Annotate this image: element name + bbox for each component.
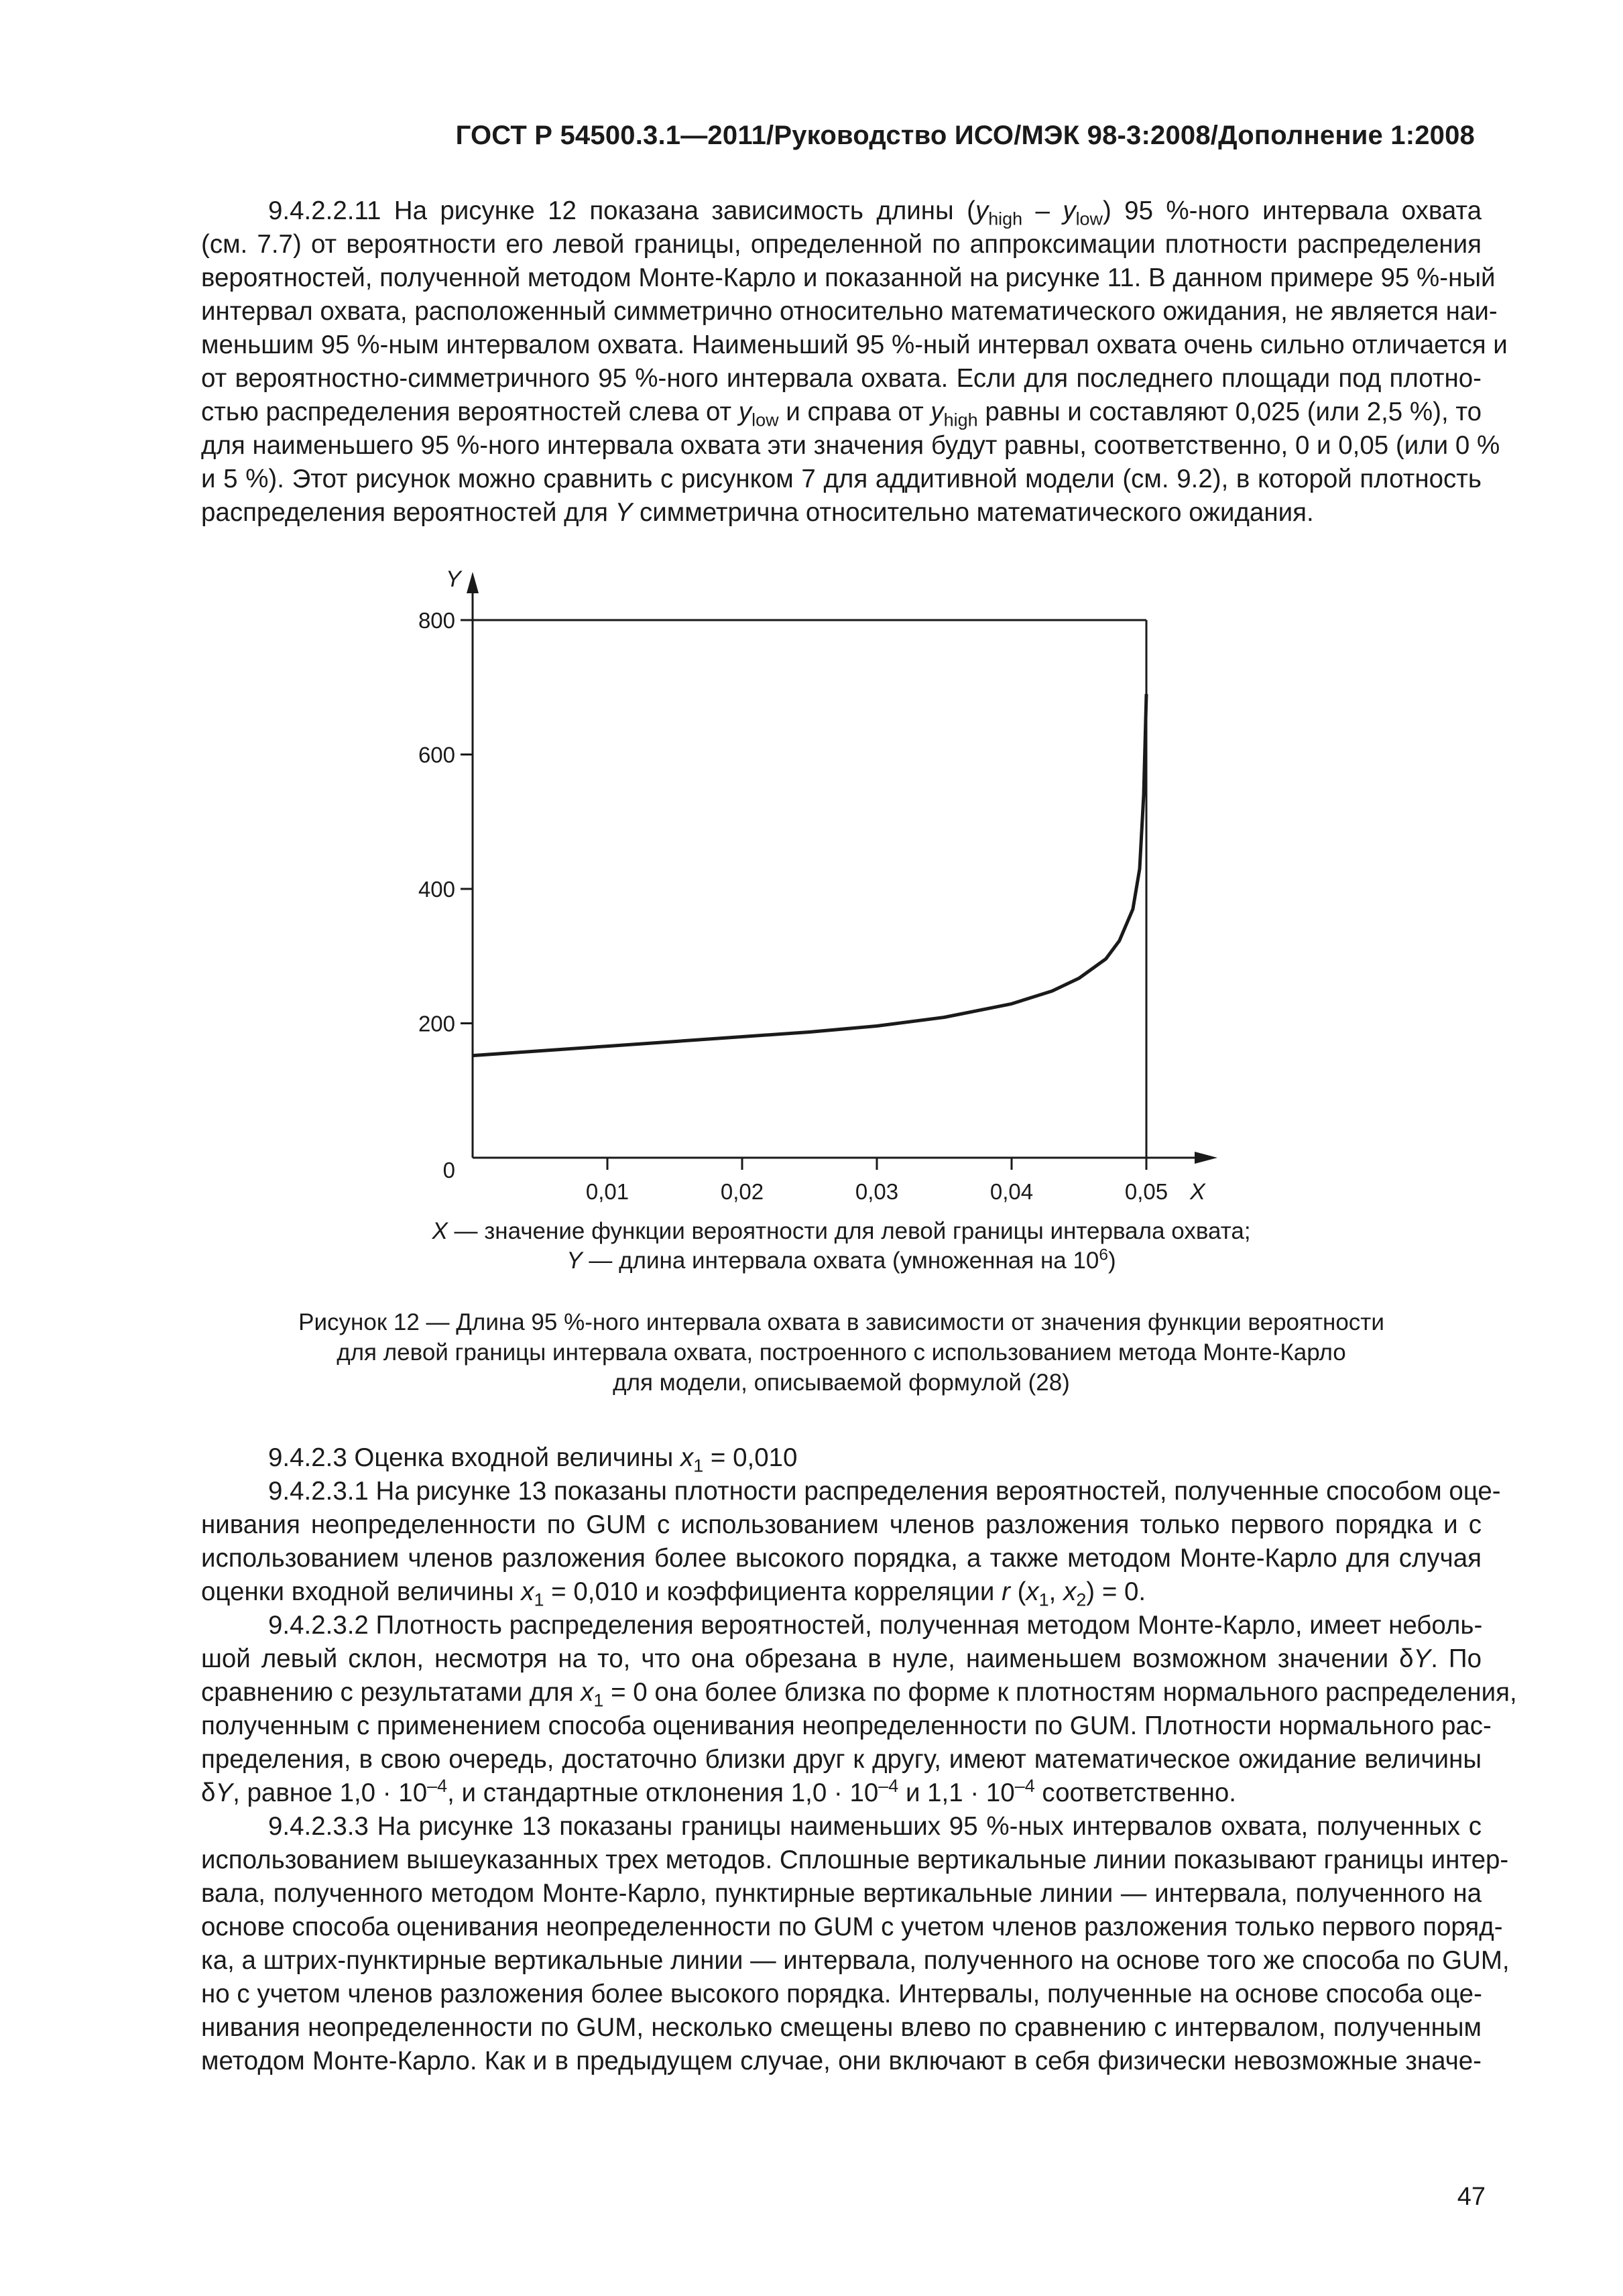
- para3-line: сравнению с результатами для $x_1 = 0$ она более близка по форме к плотностям нормального распределения,: [201, 1678, 1517, 1711]
- para1-line: для наименьшего 95 %-ного интервала охвата эти значения будут равны, соответственно, 0 и 0,05 (или 0 %: [201, 431, 1500, 460]
- para4-line: ка, а штрих-пунктирные вертикальные линии — интервала, полученного на основе того же способа по GUM,: [201, 1946, 1510, 1975]
- paragraph-9-4-2-2-11: [201, 194, 1508, 530]
- x-axis-label: X: [1190, 1179, 1205, 1203]
- para4-line: основе способа оценивания неопределенности по GUM с учетом членов разложения только первого поряд-: [201, 1913, 1503, 1941]
- para2-line: нивания неопределенности по GUM с использованием членов разложения только первого порядка и с: [201, 1510, 1482, 1539]
- para4-line: но с учетом членов разложения более высокого порядка. Интервалы, полученные на основе способа оце-: [201, 1980, 1482, 2008]
- coverage-interval-chart: [375, 566, 1260, 1203]
- para1-line: 9.4.2.2.11 На рисунке 12 показана зависимость длины $(y_{high} - y_{low})$ 95 %-ного интервала охвата: [268, 196, 1482, 229]
- para1-line: распределения вероятностей для Y симметрична относительно математического ожидания.: [201, 498, 1314, 527]
- x-tick-label: 0,01: [585, 1179, 629, 1203]
- y-tick-label: 800: [418, 608, 455, 633]
- y-tick-label: 400: [418, 877, 455, 902]
- para1-line: (см. 7.7) от вероятности его левой границы, определенной по аппроксимации плотности распределения: [201, 230, 1482, 259]
- para3-line: 9.4.2.3.2 Плотность распределения вероятностей, полученная методом Монте-Карло, имеет неболь-: [268, 1611, 1483, 1640]
- legend-y: Y — длина интервала охвата (умноженная на $10^6$): [566, 1246, 1116, 1274]
- para1-line: вероятностей, полученной методом Монте-Карло и показанной на рисунке 11. В данном примере 95 %-ный: [201, 263, 1496, 292]
- para1-line: от вероятностно-симметричного 95 %-ного интервала охвата. Если для последнего площади под плотно-: [201, 364, 1482, 393]
- para3-line: пределения, в свою очередь, достаточно близки друг к другу, имеют математическое ожидание величины: [201, 1745, 1482, 1774]
- coverage-length-curve: [473, 694, 1146, 1055]
- para4-line: использованием вышеуказанных трех методов. Сплошные вертикальные линии показывают границы интер-: [201, 1846, 1509, 1874]
- para4-line: 9.4.2.3.3 На рисунке 13 показаны границы наименьших 95 %-ных интервалов охвата, полученных с: [268, 1812, 1482, 1841]
- section-9-4-2-3: [201, 1441, 1517, 2078]
- x-axis-arrow: [1195, 1152, 1217, 1164]
- figure-caption: [201, 1307, 1482, 1398]
- x-tick-label: 0,04: [989, 1179, 1034, 1203]
- para1-line: меньшим 95 %-ным интервалом охвата. Наименьший 95 %-ный интервал охвата очень сильно отличается и: [201, 330, 1508, 359]
- para1-line: стью распределения вероятностей слева от $y_{low}$ и справа от $y_{high}$ равны и составляют 0,025 (или 2,5 %), то: [201, 398, 1482, 430]
- para1-line: интервал охвата, расположенный симметрично относительно математического ожидания, не является наи-: [201, 297, 1498, 326]
- para2-line: оценки входной величины $x_1 = 0,010$ и коэффициента корреляции r ($x_1$, $x_2) = 0$.: [201, 1577, 1146, 1610]
- caption-line: Рисунок 12 — Длина 95 %-ного интервала охвата в зависимости от значения функции вероятности: [298, 1309, 1384, 1335]
- y-tick-label: 0: [442, 1158, 455, 1183]
- document-header: ГОСТ Р 54500.3.1—2011/Руководство ИСО/МЭК 98-3:2008/Дополнение 1:2008: [455, 121, 1475, 150]
- para3-line: шой левый склон, несмотря на то, что она обрезана в нуле, наименьшем возможном значении δY. По: [201, 1644, 1482, 1673]
- para4-line: вала, полученного методом Монте-Карло, пунктирные вертикальные линии — интервала, полученного на: [201, 1879, 1482, 1908]
- y-tick-label: 200: [418, 1011, 455, 1036]
- y-axis-label: Y: [446, 566, 461, 592]
- legend-x: X — значение функции вероятности для левой границы интервала охвата;: [432, 1218, 1251, 1244]
- para3-line: полученным с применением способа оценивания неопределенности по GUM. Плотности нормального рас-: [201, 1711, 1492, 1740]
- para2-line: 9.4.2.3.1 На рисунке 13 показаны плотности распределения вероятностей, полученные способом оце-: [268, 1477, 1501, 1506]
- x-tick-label: 0,05: [1124, 1179, 1168, 1203]
- figure-legend: [201, 1217, 1482, 1276]
- para3-line: δY, равное $1,0 \cdot 10^{-4}$, и стандартные отклонения $1,0 \cdot 10^{-4}$ и $1,1 \cdot 10^{-4}$ соответственно.: [201, 1776, 1236, 1807]
- x-tick-label: 0,03: [855, 1179, 899, 1203]
- caption-line: для модели, описываемой формулой (28): [613, 1370, 1070, 1396]
- para4-line: методом Монте-Карло. Как и в предыдущем случае, они включают в себя физически невозможные значе-: [201, 2047, 1482, 2075]
- section-title: 9.4.2.3 Оценка входной величины $x_1 = 0,010$: [268, 1443, 798, 1476]
- y-axis-arrow: [467, 572, 479, 593]
- y-tick-label: 600: [418, 742, 455, 768]
- x-tick-label: 0,02: [720, 1179, 764, 1203]
- para4-line: нивания неопределенности по GUM, несколько смещены влево по сравнению с интервалом, полученным: [201, 2013, 1482, 2042]
- para1-line: и 5 %). Этот рисунок можно сравнить с рисунком 7 для аддитивной модели (см. 9.2), в которой плотность: [201, 465, 1482, 493]
- caption-line: для левой границы интервала охвата, построенного с использованием метода Монте-Карло: [337, 1339, 1346, 1366]
- para2-line: использованием членов разложения более высокого порядка, а также методом Монте-Карло для случая: [201, 1544, 1482, 1573]
- page-number: 47: [1457, 2183, 1486, 2211]
